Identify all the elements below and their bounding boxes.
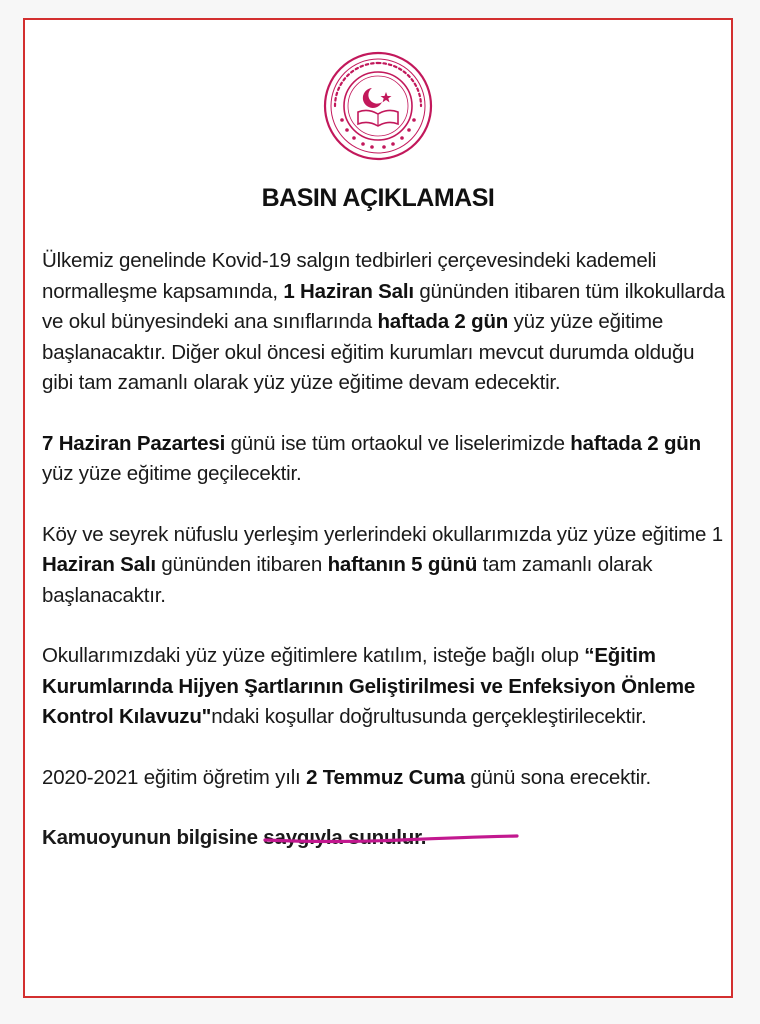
page-title: BASIN AÇIKLAMASI (261, 184, 495, 212)
meb-seal-icon (322, 50, 434, 162)
press-release-page (23, 18, 733, 998)
paragraph-4: Okullarımızdaki yüz yüze eğitimlere katılım, isteğe bağlı olup “Eğitim Kurumlarında Hijyen Şartlarının Geliştirilmesi ve Enfeksiyon Önleme Kontrol Kılavuzu"ndaki koşullar doğrultusunda gerçekleştirilecektir. (42, 644, 696, 728)
paragraph-5: 2020-2021 eğitim öğretim yılı 2 Temmuz Cuma günü sona erecektir. (42, 765, 651, 789)
paragraph-2: 7 Haziran Pazartesi günü ise tüm ortaokul ve liselerimizde haftada 2 gün yüz yüze eğitime geçilecektir. (42, 431, 701, 485)
paragraph-1: Ülkemiz genelinde Kovid-19 salgın tedbirleri çerçevesindeki kademeli normalleşme kapsamında, 1 Haziran Salı gününden itibaren tüm ilkokullarda ve okul bünyesindeki ana sınıflarında haftada 2 gün yüz yüze eğitime başlanacaktır. Diğer okul öncesi eğitim kurumları mevcut durumda olduğu gibi tam zamanlı olarak yüz yüze eğitime devam edecektir. (42, 249, 725, 394)
document-body (42, 246, 726, 884)
closing-line: Kamuoyunun bilgisine saygıyla sunulur. (42, 826, 427, 849)
pen-underline-mark (261, 828, 521, 848)
paragraph-3: Köy ve seyrek nüfuslu yerleşim yerlerindeki okullarımızda yüz yüze eğitime 1 Haziran Salı gününden itibaren haftanın 5 günü tam zamanlı olarak başlanacaktır. (42, 522, 723, 607)
highlighted-date: 2 Temmuz Cuma (306, 765, 465, 789)
